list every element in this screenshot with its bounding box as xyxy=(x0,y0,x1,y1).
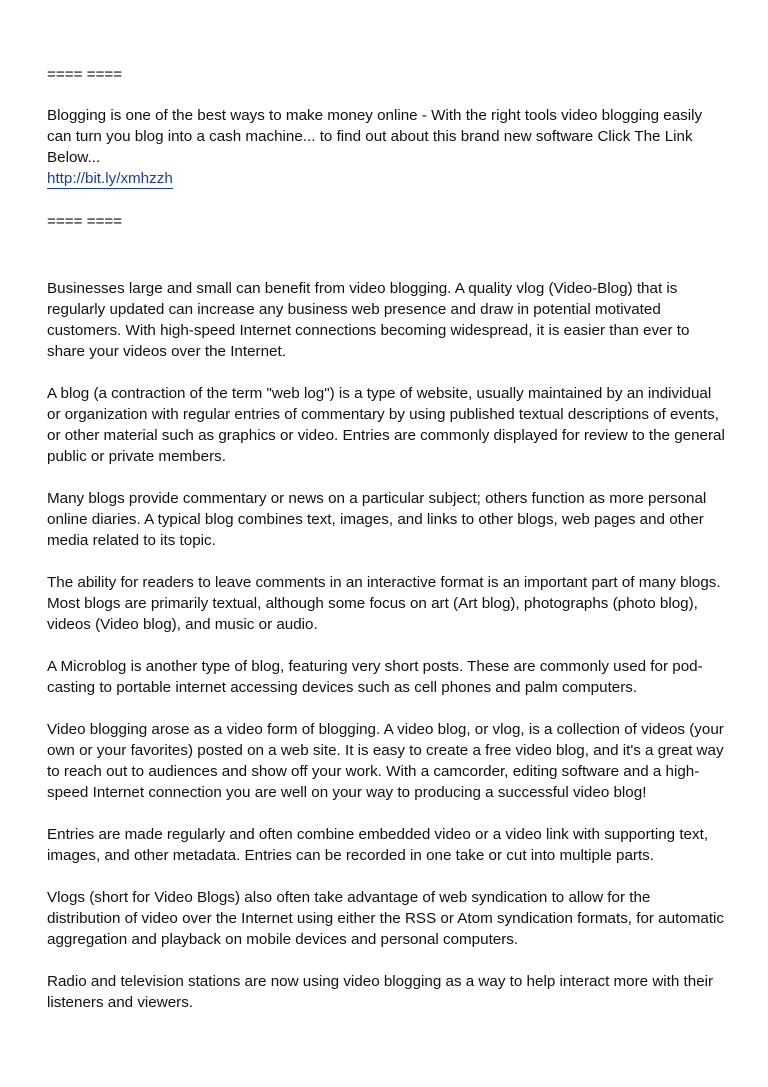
paragraph: Vlogs (short for Video Blogs) also often take advantage of web syndication to allow for the distribution of video over the Internet using either the RSS or Atom syndication formats, for automatic aggregation and playback on mobile devices and personal computers. xyxy=(47,889,725,948)
paragraph: A Microblog is another type of blog, featuring very short posts. These are commonly used for pod-casting to portable internet accessing devices such as cell phones and palm computers. xyxy=(47,658,703,696)
paragraph: The ability for readers to leave comments in an interactive format is an important part of many blogs. Most blogs are primarily textual, although some focus on art (Art blog), photographs (photo blog), videos (Video blog), and music or audio. xyxy=(47,574,721,633)
paragraph: Video blogging arose as a video form of blogging. A video blog, or vlog, is a collection of videos (your own or your favorites) posted on a web site. It is easy to create a free video blog, and it's a great way to reach out to audiences and show off your work. With a camcorder, editing software and a high-speed Internet connection you are well on your way to producing a successful video blog! xyxy=(47,721,724,801)
paragraph: Businesses large and small can benefit from video blogging. A quality vlog (Video-Blog) that is regularly updated can increase any business web presence and draw in potential motivated customers. With high-speed Internet connections becoming widespread, it is easier than ever to share your videos over the Internet. xyxy=(47,280,690,360)
paragraph: Radio and television stations are now using video blogging as a way to help interact more with their listeners and viewers. xyxy=(47,973,714,1011)
intro-text-content: Blogging is one of the best ways to make money online - With the right tools video blogging easily can turn you blog into a cash machine... to find out about this brand new software Click The Link Below... xyxy=(47,107,703,166)
separator-bottom: ==== ==== xyxy=(47,213,123,230)
intro-text xyxy=(47,105,727,189)
paragraph: Entries are made regularly and often combine embedded video or a video link with supporting text, images, and other metadata. Entries can be recorded in one take or cut into multiple parts. xyxy=(47,826,709,864)
paragraph: Many blogs provide commentary or news on a particular subject; others function as more personal online diaries. A typical blog combines text, images, and links to other blogs, web pages and other media related to its topic. xyxy=(47,490,707,549)
article-body xyxy=(47,278,727,1013)
paragraph: A blog (a contraction of the term "web log") is a type of website, usually maintained by an individual or organization with regular entries of commentary by using published textual descriptions of events, or other material such as graphics or video. Entries are commonly displayed for review to the general public or private members. xyxy=(47,385,725,465)
document-body xyxy=(47,64,727,1034)
promo-link[interactable]: http://bit.ly/xmhzzh xyxy=(47,170,173,187)
separator-top: ==== ==== xyxy=(47,66,123,83)
